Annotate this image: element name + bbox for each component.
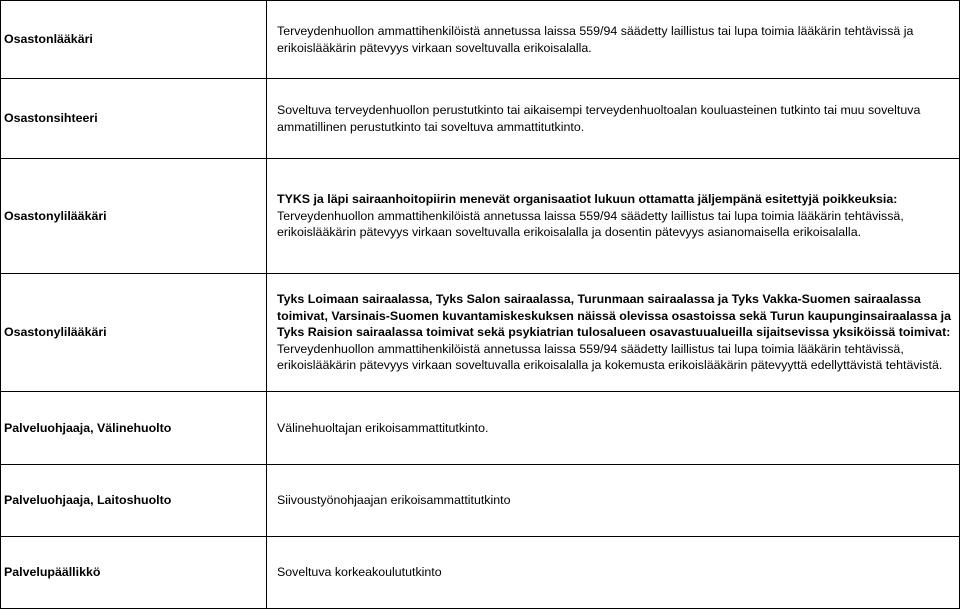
requirement-cell — [267, 392, 960, 465]
requirement-cell — [267, 274, 960, 392]
table-row — [1, 159, 960, 274]
requirement-cell — [267, 1, 960, 79]
position-title: Palveluohjaaja, Laitoshuolto — [1, 465, 267, 537]
requirement-text: Siivoustyönohjaajan erikoisammattitutkinto — [277, 493, 511, 508]
table-row — [1, 537, 960, 609]
requirement-cell — [267, 159, 960, 274]
table-row — [1, 274, 960, 392]
position-title: Palvelupäällikkö — [1, 537, 267, 609]
table-row — [1, 1, 960, 79]
requirement-text: Välinehuoltajan erikoisammattitutkinto. — [277, 420, 489, 435]
table-row — [1, 79, 960, 159]
table-row — [1, 465, 960, 537]
requirement-cell — [267, 537, 960, 609]
requirement-text: Soveltuva korkeakoulututkinto — [277, 565, 442, 580]
requirement-cell — [267, 79, 960, 159]
position-title: Osastonylilääkäri — [1, 159, 267, 274]
position-title: Osastonlääkäri — [1, 1, 267, 79]
requirement-text: Terveydenhuollon ammattihenkilöistä annetussa laissa 559/94 säädetty laillistus tai lupa toimia lääkärin tehtävissä, erikoislääkärin pätevyys virkaan soveltuvalla erikoisalalla ja kokemusta erikoislääkärin pätevyyttä edellyttävistä tehtävistä. — [277, 341, 943, 373]
position-title: Osastonylilääkäri — [1, 274, 267, 392]
requirement-text: Soveltuva terveydenhuollon perustutkinto tai aikaisempi terveydenhuoltoalan kouluasteinen tutkinto tai muu soveltuva ammatillinen perustutkinto tai soveltuva ammattitutkinto. — [277, 103, 921, 134]
table-row — [1, 392, 960, 465]
requirement-cell — [267, 465, 960, 537]
requirement-text: Terveydenhuollon ammattihenkilöistä annetussa laissa 559/94 säädetty laillistus tai lupa toimia lääkärin tehtävissä, erikoislääkärin pätevyys virkaan soveltuvalla erikoisalalla ja dosentin pätevyys asianomaisella erikoisalalla. — [277, 208, 904, 240]
requirement-scope: Tyks Loimaan sairaalassa, Tyks Salon sairaalassa, Turunmaan sairaalassa ja Tyks Vakka-Suomen sairaalassa toimivat, Varsinais-Suomen kuvantamiskeskuksen näissä olevissa osastoissa sekä Turun kaupunginsairaalassa ja Tyks Raision sairaalassa toimivat sekä psykiatrian tulosalueen osavastuualueilla sijaitsevissa yksiköissä toimivat: — [277, 292, 951, 340]
position-title: Palveluohjaaja, Välinehuolto — [1, 392, 267, 465]
requirement-scope: TYKS ja läpi sairaanhoitopiirin menevät organisaatiot lukuun ottamatta jäljempänä esitettyjä poikkeuksia: — [277, 192, 898, 207]
requirement-text: Terveydenhuollon ammattihenkilöistä annetussa laissa 559/94 säädetty laillistus tai lupa toimia lääkärin tehtävissä ja erikoislääkärin pätevyys virkaan soveltuvalla erikoisalalla. — [277, 24, 914, 55]
position-title: Osastonsihteeri — [1, 79, 267, 159]
